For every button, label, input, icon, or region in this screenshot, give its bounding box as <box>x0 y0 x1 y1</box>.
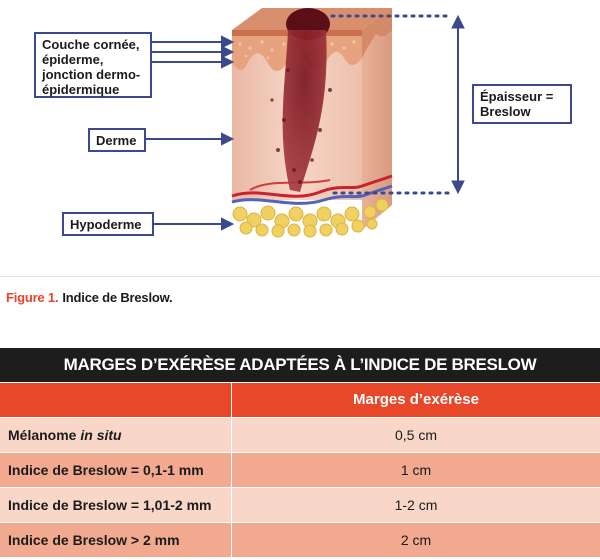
row-value: 2 cm <box>400 532 432 548</box>
table-row <box>0 417 600 452</box>
label-stratum: Couche cornée, épiderme, jonction dermo- épidermique <box>34 32 152 98</box>
row-value: 1 cm <box>400 462 432 478</box>
label-hypoderme: Hypoderme <box>62 212 154 236</box>
table-title: MARGES D’EXÉRÈSE ADAPTÉES À L’INDICE DE BRESLOW <box>0 348 600 382</box>
row-label: Indice de Breslow > 2 mm <box>0 523 232 557</box>
pointer-arrows <box>146 37 232 229</box>
row-value: 0,5 cm <box>394 427 437 443</box>
row-label: Indice de Breslow = 1,01-2 mm <box>0 488 232 522</box>
label-breslow: Épaisseur = Breslow <box>472 84 572 124</box>
table-header-row <box>0 382 600 417</box>
row-label: Indice de Breslow = 0,1-1 mm <box>0 453 232 487</box>
figure-caption-text: Indice de Breslow. <box>62 290 173 305</box>
table-row <box>0 522 600 557</box>
margins-table <box>0 348 600 557</box>
table-row <box>0 452 600 487</box>
figure-number: Figure 1. <box>6 290 59 305</box>
figure-panel <box>0 0 600 277</box>
table-header-col2: Marges d’exérèse <box>353 391 479 408</box>
row-value: 1-2 cm <box>394 497 438 513</box>
row-label: Mélanome in situ <box>0 418 232 452</box>
table-header-col1 <box>0 383 232 417</box>
label-derme: Derme <box>88 128 146 152</box>
table-row <box>0 487 600 522</box>
figure-caption <box>6 290 172 305</box>
